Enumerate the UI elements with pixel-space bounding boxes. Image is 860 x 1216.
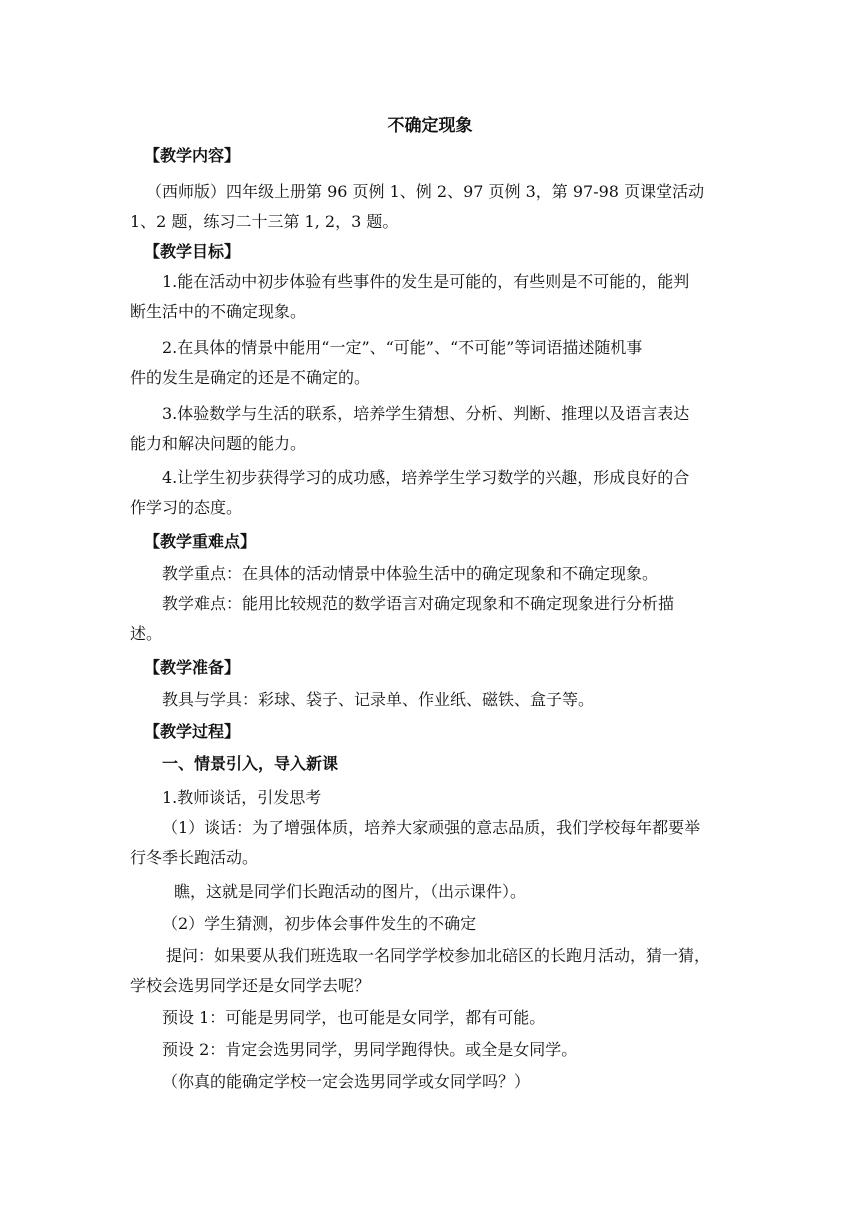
question-text: 提问：如果要从我们班选取一名同学学校参加北碚区的长跑月活动，猜一猜， — [166, 946, 711, 965]
goal-item: 能力和解决问题的能力。 — [130, 434, 307, 453]
goal-item: 作学习的态度。 — [130, 498, 243, 517]
teaching-content-text: （西师版）四年级上册第 96 页例 1、例 2、97 页例 3，第 97-98 页课堂活动 — [146, 182, 705, 201]
follow-up-question: （你真的能确定学校一定会选男同学或女同学吗？） — [162, 1072, 531, 1091]
key-points-heading: 【教学重难点】 — [144, 532, 257, 551]
teaching-prep-heading: 【教学准备】 — [144, 658, 241, 677]
goal-item: 1.能在活动中初步体验有些事件的发生是可能的，有些则是不可能的，能判 — [162, 272, 690, 291]
preset-text: 预设 2：肯定会选男同学，男同学跑得快。或全是女同学。 — [162, 1040, 578, 1059]
teaching-prep-text: 教具与学具：彩球、袋子、记录单、作业纸、磁铁、盒子等。 — [162, 690, 595, 709]
goal-item: 件的发生是确定的还是不确定的。 — [130, 368, 371, 387]
document-title: 不确定现象 — [387, 116, 473, 136]
step-text: 1.教师谈话，引发思考 — [162, 788, 322, 807]
part-one-heading: 一、情景引入，导入新课 — [162, 754, 339, 773]
preset-text: 预设 1：可能是男同学，也可能是女同学，都有可能。 — [162, 1008, 546, 1027]
question-text: 学校会选男同学还是女同学去呢？ — [130, 976, 371, 995]
difficult-point-text: 教学难点：能用比较规范的数学语言对确定现象和不确定现象进行分析描 — [162, 594, 675, 613]
talk-text: 行冬季长跑活动。 — [130, 848, 259, 867]
teaching-process-heading: 【教学过程】 — [144, 722, 241, 741]
goal-item: 断生活中的不确定现象。 — [130, 302, 307, 321]
goal-item: 2.在具体的情景中能用“一定”、“可能”、“不可能”等词语描述随机事 — [162, 338, 643, 357]
guess-text: （2）学生猜测，初步体会事件发生的不确定 — [162, 914, 477, 933]
teaching-content-text: 1、2 题，练习二十三第 1, 2，3 题。 — [130, 212, 399, 231]
teaching-goals-heading: 【教学目标】 — [144, 242, 241, 261]
teaching-content-heading: 【教学内容】 — [144, 146, 241, 165]
goal-item: 4.让学生初步获得学习的成功感，培养学生学习数学的兴趣，形成良好的合 — [162, 468, 690, 487]
show-text: 瞧，这就是同学们长跑活动的图片，（出示课件）。 — [174, 882, 527, 901]
goal-item: 3.体验数学与生活的联系，培养学生猜想、分析、判断、推理以及语言表达 — [162, 404, 690, 423]
talk-text: （1）谈话：为了增强体质，培养大家顽强的意志品质，我们学校每年都要举 — [162, 818, 701, 837]
difficult-point-text: 述。 — [130, 624, 163, 643]
key-point-text: 教学重点：在具体的活动情景中体验生活中的确定现象和不确定现象。 — [162, 564, 659, 583]
